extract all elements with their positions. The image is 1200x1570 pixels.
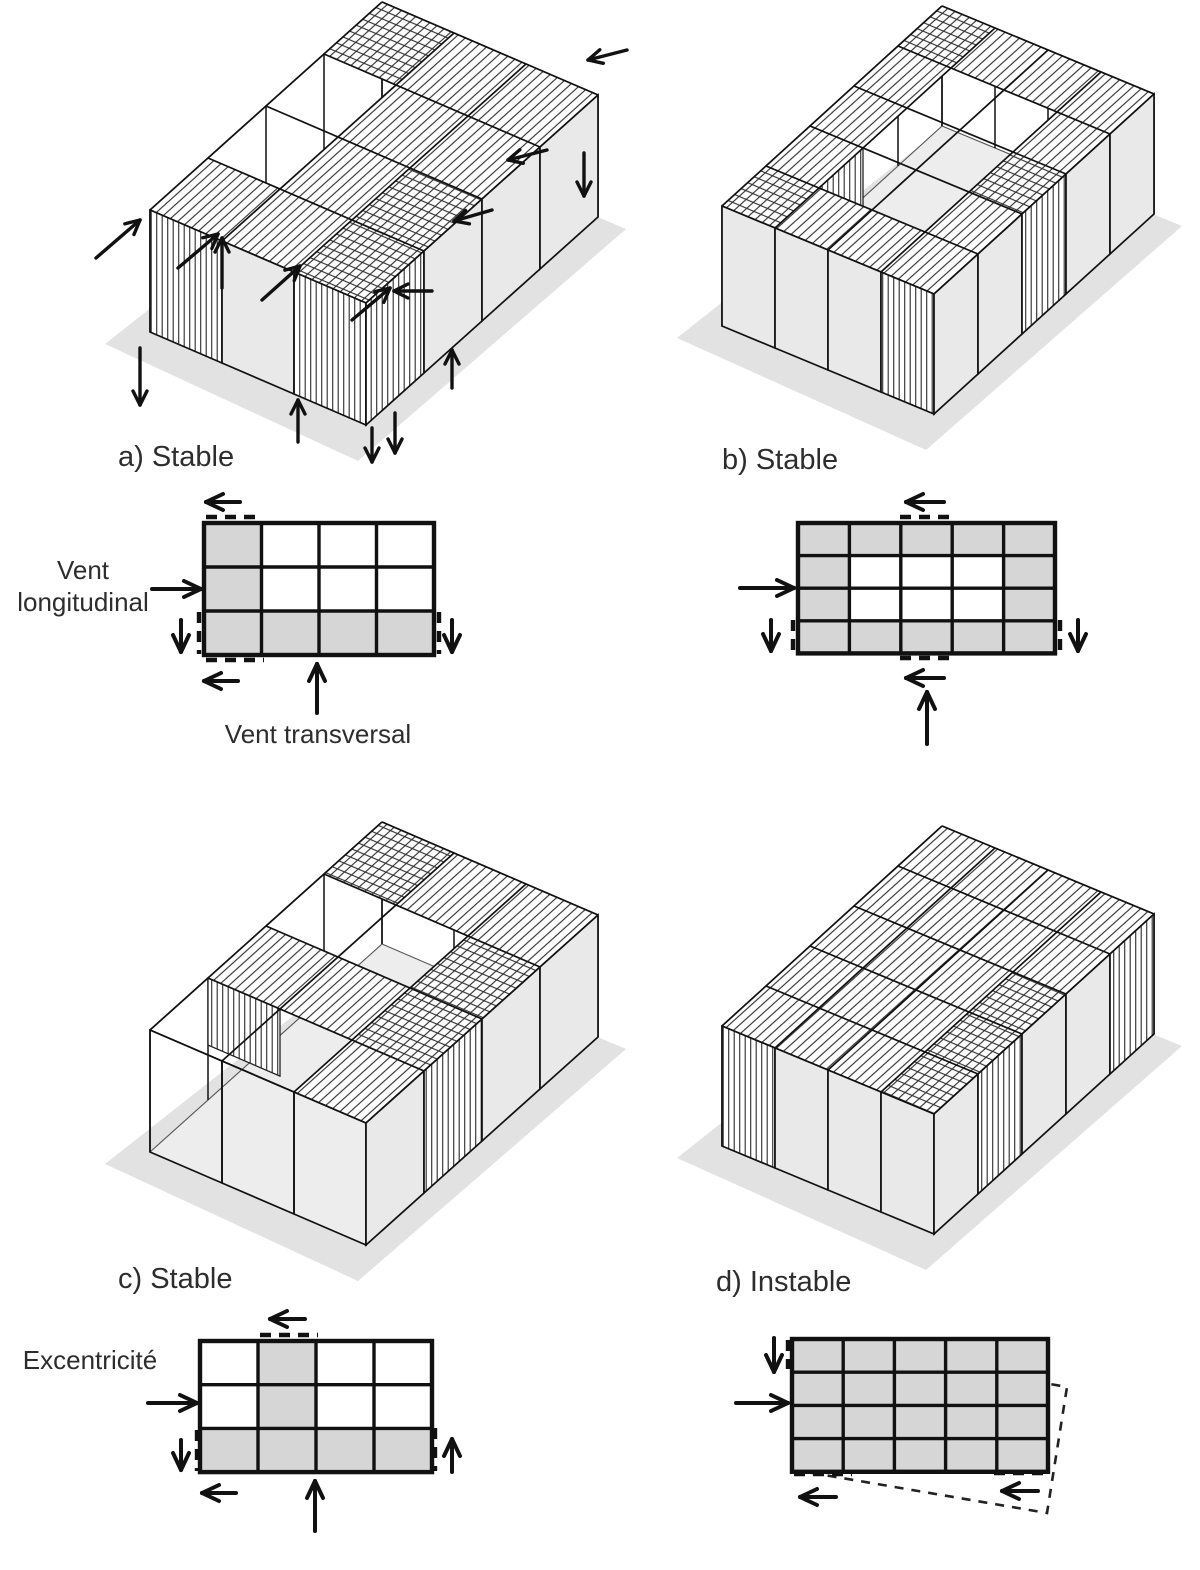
label-vent-longitudinal — [4, 554, 162, 618]
label-vent-longitudinal-line1: Vent — [56, 555, 110, 585]
plan-a-arrows — [152, 494, 460, 713]
label-vent-transversal: Vent transversal — [224, 719, 412, 749]
iso-view-d — [677, 826, 1182, 1270]
iso-view-c — [105, 822, 626, 1281]
iso-view-b — [677, 6, 1182, 450]
label-excentricite: Excentricité — [22, 1345, 158, 1375]
label-vent-longitudinal-line2: longitudinal — [17, 587, 149, 617]
caption-c-stable: c) Stable — [118, 1263, 233, 1295]
plan-view-c — [148, 1311, 460, 1531]
caption-b-stable: b) Stable — [722, 444, 839, 476]
plan-view-b — [740, 494, 1086, 744]
plan-view-a — [152, 494, 460, 713]
caption-a-stable: a) Stable — [118, 441, 235, 473]
plan-view-d — [736, 1338, 1067, 1513]
caption-d-instable: d) Instable — [716, 1266, 852, 1298]
iso-view-a — [96, 2, 627, 462]
